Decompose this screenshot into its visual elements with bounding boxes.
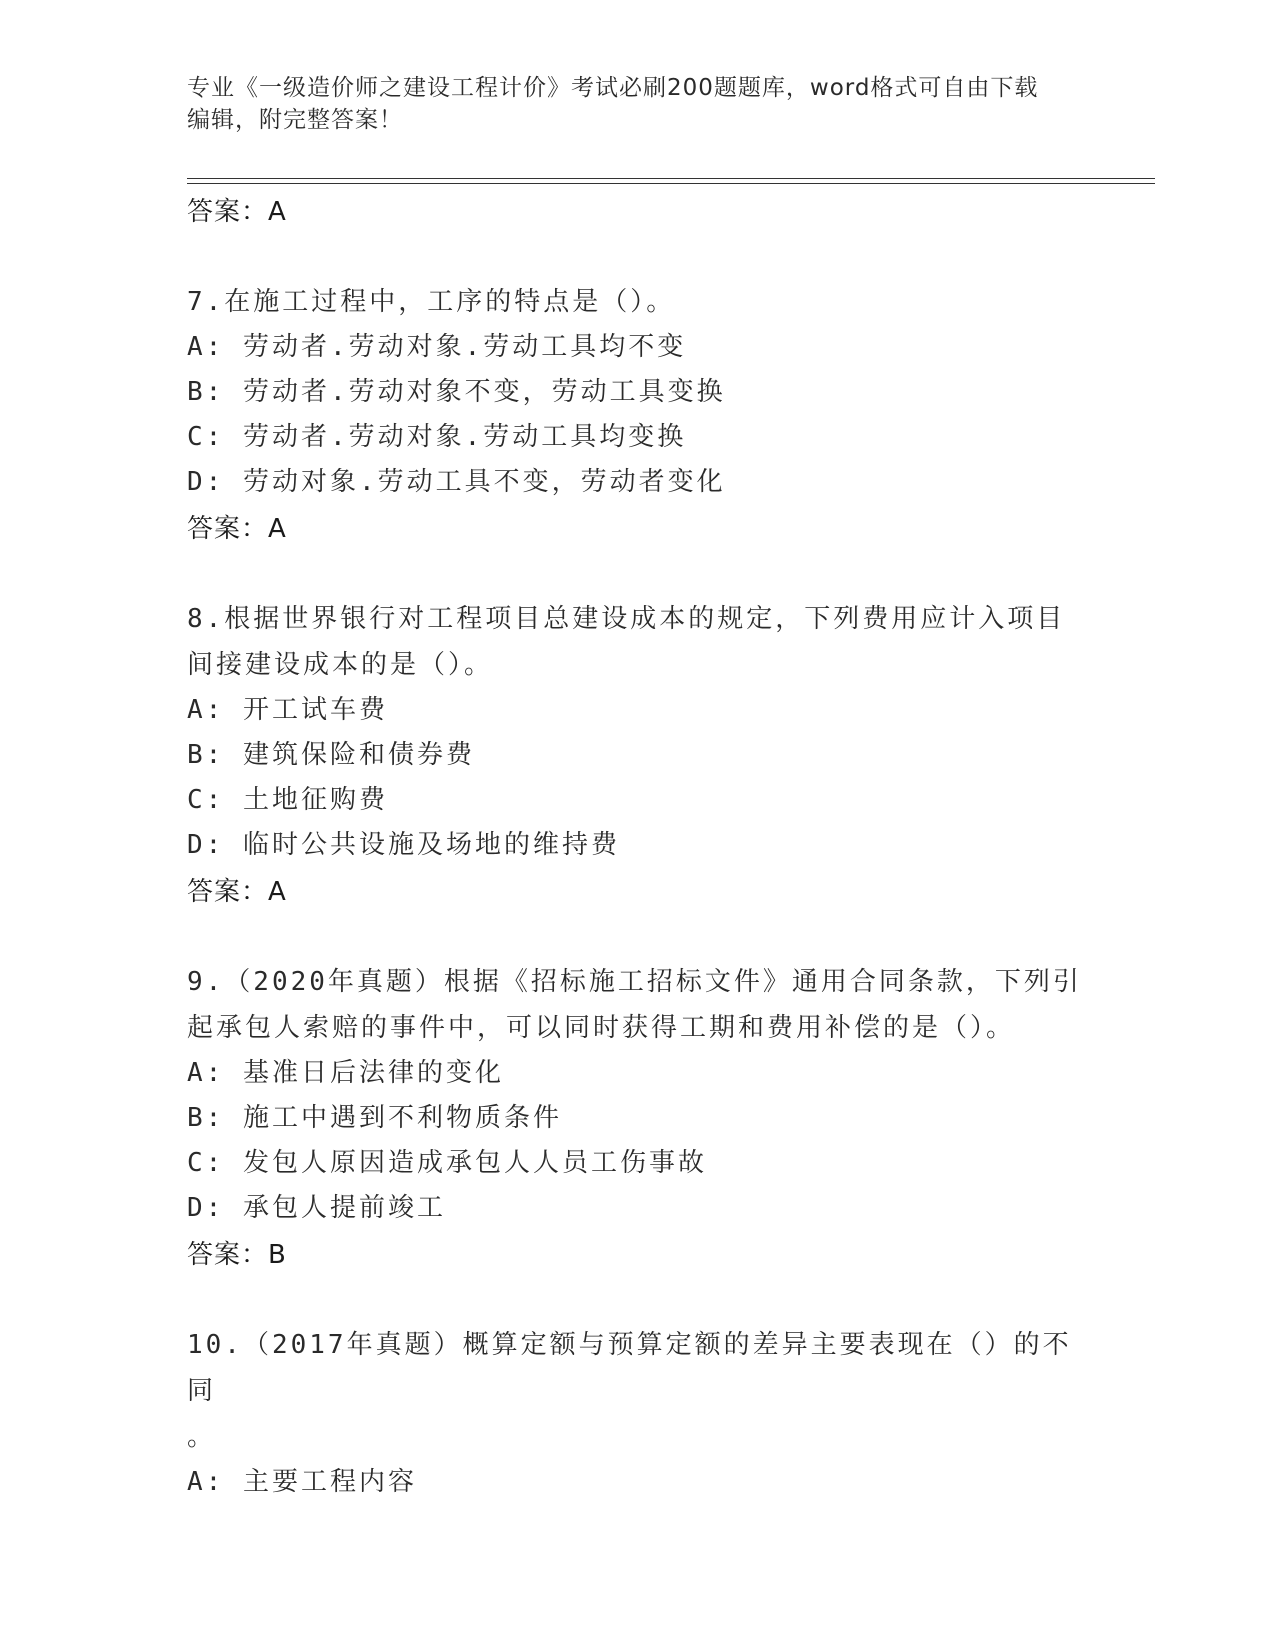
option-c: C: 土地征购费 <box>187 785 388 815</box>
answer-label: 答案：A <box>187 197 287 227</box>
option-c: C: 发包人原因造成承包人人员工伤事故 <box>187 1148 707 1178</box>
header-line-2: 编辑，附完整答案！ <box>187 107 403 133</box>
question-block <box>187 1322 1087 1505</box>
option-b: B: 劳动者.劳动对象不变，劳动工具变换 <box>187 377 726 407</box>
question-block <box>187 596 1087 916</box>
option-d: D: 临时公共设施及场地的维持费 <box>187 830 620 860</box>
header-line-1: 专业《一级造价师之建设工程计价》考试必刷200题题库，word格式可自由下载 <box>187 75 1039 101</box>
option-a: A: 基准日后法律的变化 <box>187 1058 504 1088</box>
question-block <box>187 279 1087 553</box>
header-divider-bottom <box>187 183 1155 184</box>
option-a: A: 开工试车费 <box>187 695 388 725</box>
option-d: D: 劳动对象.劳动工具不变，劳动者变化 <box>187 467 726 497</box>
question-stem: 9.（2020年真题）根据《招标施工招标文件》通用合同条款，下列引 <box>187 967 1082 997</box>
option-c: C: 劳动者.劳动对象.劳动工具均变换 <box>187 422 687 452</box>
question-stem-continued: 。 <box>187 1422 217 1452</box>
option-d: D: 承包人提前竣工 <box>187 1193 446 1223</box>
option-b: B: 建筑保险和债券费 <box>187 740 475 770</box>
header-divider-top <box>187 178 1155 179</box>
question-stem-continued: 起承包人索赔的事件中，可以同时获得工期和费用补偿的是（）。 <box>187 1013 1016 1043</box>
answer-label: 答案：A <box>187 514 287 544</box>
question-list <box>187 188 1087 1505</box>
question-stem-continued: 间接建设成本的是（）。 <box>187 650 494 680</box>
option-a: A: 劳动者.劳动对象.劳动工具均不变 <box>187 332 687 362</box>
question-stem: 7.在施工过程中，工序的特点是（）。 <box>187 287 676 317</box>
option-a: A: 主要工程内容 <box>187 1467 417 1497</box>
option-b: B: 施工中遇到不利物质条件 <box>187 1103 562 1133</box>
answer-label: 答案：B <box>187 1240 287 1270</box>
question-stem: 10.（2017年真题）概算定额与预算定额的差异主要表现在（）的不同 <box>187 1330 1072 1406</box>
question-stem: 8.根据世界银行对工程项目总建设成本的规定，下列费用应计入项目 <box>187 604 1066 634</box>
question-block <box>187 959 1087 1279</box>
document-header <box>187 72 1067 136</box>
answer-label: 答案：A <box>187 877 287 907</box>
